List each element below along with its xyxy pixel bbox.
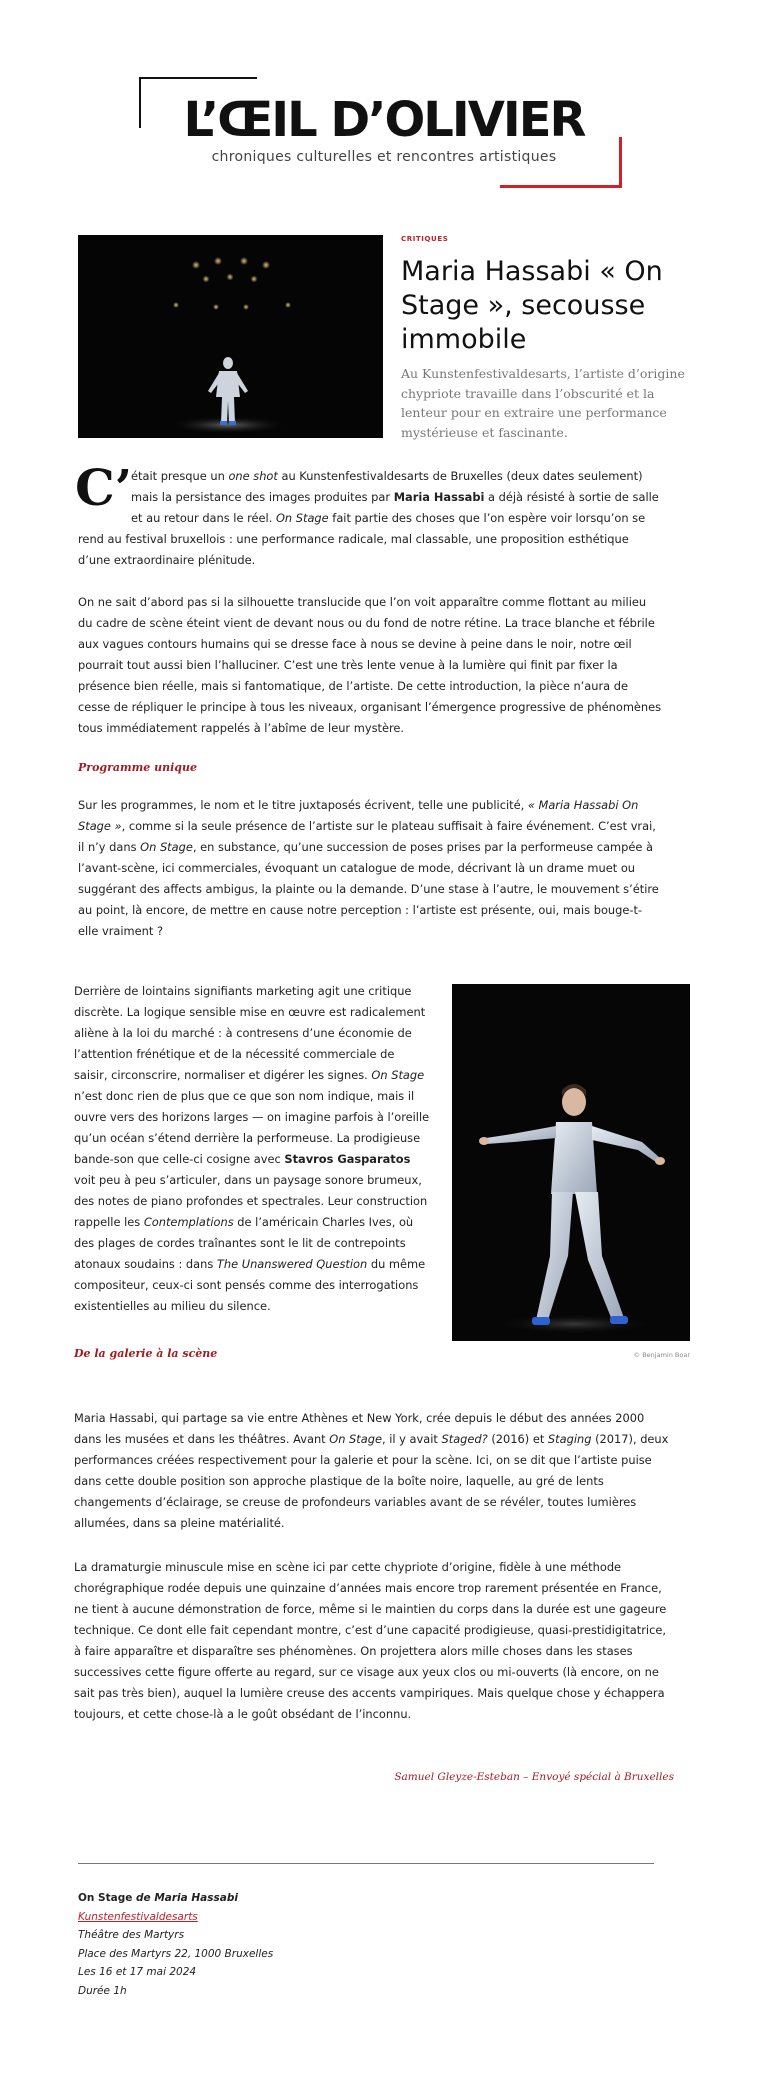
para4-text-4: de l’américain Charles Ives, où des plages de cordes traînantes sont le lit de contrepoints atonaux soudains : dans [74, 1215, 414, 1271]
author-signature: Samuel Gleyze-Esteban – Envoyé spécial à Bruxelles [394, 1771, 674, 1783]
para1-text-4: fait partie des choses que l’on espère voir lorsqu’on se rend au festival bruxellois : une performance radicale, mal classable, une proposition esthétique d’une extraordinaire plénitude. [78, 511, 646, 567]
paragraph-5 [74, 1408, 674, 1534]
hero-photo [78, 235, 383, 438]
para3-text-1: Sur les programmes, le nom et le titre juxtaposés écrivent, telle une publicité, [78, 798, 528, 812]
performer-photo [452, 984, 690, 1341]
para4-text-3: voit peu à peu s’articuler, dans un paysage sonore brumeux, des notes de piano profondes et spectrales. Leur construction rappelle les [74, 1173, 428, 1229]
paragraph-2: On ne sait d’abord pas si la silhouette translucide que l’on voit apparaître comme flottant au milieu du cadre de scène éteint vient de devant nous ou du fond de notre rétine. La trace blanche et fébrile aux vagues contours humains qui se dresse face à nous se devine à peine dans le noir, notre œil pourrait tout aussi bien l’halluciner. C’est une très lente venue à la lumière qui finit par fixer la présence bien réelle, mais si fantomatique, de l’artiste. De cette introduction, la pièce n’aura de cesse de répliquer le principe à tous les niveaux, organisant l’émergence progressive de phénomènes tous immédiatement rappelés à l’abîme de leur mystère. [78, 595, 662, 735]
photo-credit: © Benjamin Boar [633, 1351, 690, 1359]
paragraph-1 [78, 466, 662, 571]
para3-text-3: , en substance, qu’une succession de poses prises par la performeuse campée à l’avant-scène, ici commerciales, évoquant un catalogue de mode, décrivant là un drame muet ou suggérant des affects ambigus, la plainte ou la demande. D’une stase à l’autre, le mouvement s’étire au point, là encore, de mettre en cause notre perception : l’artiste est présente, oui, mais bouge-t-elle vraiment ? [78, 840, 659, 938]
article-standfirst: Au Kunstenfestivaldesarts, l’artiste d’origine chypriote travaille dans l’obscurité et la lenteur pour en extraire une performance mystérieuse et fascinante. [401, 366, 685, 440]
paragraph-4 [74, 981, 430, 1317]
category-kicker[interactable]: CRITIQUES [401, 235, 449, 243]
para4-text-5: du même compositeur, ceux-ci sont pensés comme des interrogations existentielles au milieu du silence. [74, 1257, 426, 1313]
para4-italic-2: Contemplations [143, 1215, 234, 1229]
para5-text-4: (2017), deux performances créées respectivement pour la galerie et pour la scène. Ici, on se dit que l’artiste puise dans cette double position son approche plastique de la boîte noire, laquelle, au gré de lents changements d’éclairage, se creuse de profondeurs variables avant de se révéler, toutes lumières allumées, dans sa pleine matérialité. [74, 1432, 669, 1530]
venue: Théâtre des Martyrs [78, 1929, 185, 1941]
section-divider [78, 1863, 654, 1864]
para1-italic-1: one shot [228, 469, 278, 483]
paragraph-3 [78, 795, 662, 942]
duration: Durée 1h [78, 1984, 127, 1997]
address: Place des Martyrs 22, 1000 Bruxelles [78, 1947, 274, 1960]
para5-italic-3: Staging [547, 1432, 592, 1446]
dates: Les 16 et 17 mai 2024 [78, 1966, 197, 1978]
dropcap-float-spacer [78, 466, 131, 526]
para4-italic-1: On Stage [371, 1068, 425, 1082]
para1-italic-2: On Stage [275, 511, 329, 525]
para5-italic-1: On Stage [329, 1432, 382, 1446]
subhead-programme-unique: Programme unique [78, 761, 197, 774]
para1-bold-1: Maria Hassabi [393, 490, 485, 504]
para3-italic-1: « Maria Hassabi On Stage » [78, 798, 639, 833]
masthead [0, 0, 768, 200]
para3-text-2: , comme si la seule présence de l’artiste sur le plateau suffisait à faire événement. C’est vrai, il n’y dans [78, 819, 656, 854]
para4-text-2: n’est donc rien de plus que ce que son nom indique, mais il ouvre vers des horizons larges — on imagine parfois à l’oreille qu’un océan s’étend derrière la performeuse. La prodigieuse bande-son que celle-ci cosigne avec [74, 1089, 430, 1166]
para1-text-1: était presque un [131, 469, 229, 483]
paragraph-6: La dramaturgie minuscule mise en scène ici par cette chypriote d’origine, fidèle à une méthode chorégraphique rodée depuis une quinzaine d’années mais encore trop rarement présentée en France, ne tient à aucune démonstration de force, même si le maintien du corps dans la durée est une gageure technique. Ce dont elle fait cependant montre, c’est d’une capacité prodigieuse, quasi-prestidigitatrice, à faire apparaître et disparaître ses phénomènes. On projettera alors mille choses dans les stases successives cette figure offerte au regard, sur ce visage aux yeux clos ou mi-ouverts (là encore, on ne sait pas très bien), auquel la lumière creuse des accents vampiriques. Mais quelque chose y échappera toujours, et cette chose-là a le goût obsédant de l’inconnu. [74, 1560, 667, 1721]
para5-text-2: , il y avait [381, 1432, 442, 1446]
festival-link[interactable]: Kunstenfestivaldesarts [78, 1910, 198, 1923]
para4-italic-3: The Unanswered Question [216, 1257, 368, 1271]
para5-italic-2: Staged? [441, 1432, 488, 1446]
subhead-galerie-scene: De la galerie à la scène [74, 1347, 218, 1360]
para5-text-1: Maria Hassabi, qui partage sa vie entre Athènes et New York, crée depuis le début des années 2000 dans les musées et dans les théâtres. Avant [74, 1411, 645, 1446]
para4-text-1: Derrière de lointains signifiants marketing agit une critique discrète. La logique sensible mise en œuvre est radicalement aliène à la loi du marché : à contresens d’une économie de l’attention frénétique et de la nécessité commerciale de saisir, circonscrire, normaliser et digérer les signes. [74, 984, 426, 1082]
production-info [78, 1889, 273, 2000]
para5-text-3: (2016) et [487, 1432, 548, 1446]
drop-cap: C’ [75, 458, 133, 517]
para4-bold-1: Stavros Gasparatos [284, 1152, 411, 1166]
article-headline: Maria Hassabi « On Stage », secousse immobile [401, 256, 663, 355]
para1-text-2: au Kunstenfestivaldesarts de Bruxelles (deux dates seulement) mais la persistance des images produites par [131, 469, 643, 504]
para1-text-3: a déjà résisté à sortie de salle et au retour dans le réel. [131, 490, 659, 525]
production-title: On Stage [78, 1892, 133, 1904]
production-by: de Maria Hassabi [132, 1892, 238, 1904]
site-logo-title[interactable]: L’ŒIL D’OLIVIER [183, 92, 585, 148]
site-tagline: chroniques culturelles et rencontres artistiques [211, 149, 557, 165]
para3-italic-2: On Stage [140, 840, 193, 854]
production-title-line [78, 1889, 273, 1908]
